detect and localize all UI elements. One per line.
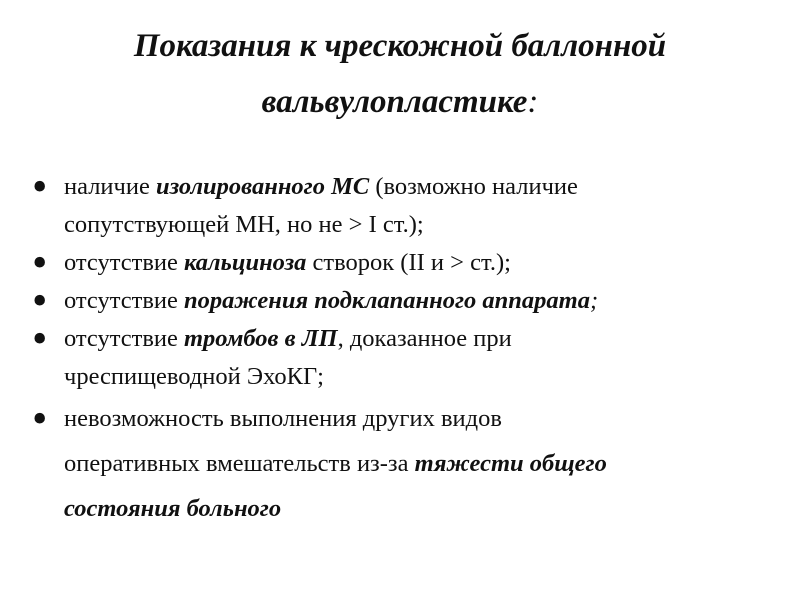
list-item [14,396,784,531]
bullet-icon: • [32,314,48,363]
title-line-2-text: вальвулопластике [261,84,528,120]
list-item-line: сопутствующей МН, но не > I ст.); [64,211,424,238]
list-item [14,238,784,287]
list-item-line [64,282,784,320]
list-item-text [64,244,784,282]
list-item-text [64,396,784,531]
list-item-line [64,441,784,486]
bullet-icon: • [32,238,48,287]
bullet-icon: • [32,394,48,443]
list-item-text [64,320,784,396]
list-item-line [64,244,784,282]
slide-title [40,18,760,130]
title-line-1: Показания к чрескожной баллонной [133,28,667,64]
list-item-line: невозможность выполнения других видов [64,405,502,432]
emphasis-text: изолированного МС [155,173,370,200]
title-line-2 [40,74,760,130]
text-run: створок (II и > ст.); [306,249,511,276]
list-item [14,162,784,244]
emphasis-text: тяжести общего [414,450,607,477]
indications-list [14,162,784,531]
list-item [14,276,784,325]
emphasis-text: кальциноза [184,249,307,276]
text-run: оперативных вмешательств из-за [64,450,415,477]
text-run: (возможно наличие [369,173,578,200]
text-run: отсутствие [64,325,184,352]
text-run: , доказанное при [337,325,512,352]
bullet-icon: • [32,162,48,211]
list-item-line [64,320,784,358]
list-item-text [64,282,784,320]
list-item-text [64,168,784,244]
bullet-icon: • [32,276,48,325]
text-run: ; [589,287,599,314]
text-run: наличие [64,173,156,200]
emphasis-text: поражения подклапанного аппарата [184,287,590,314]
text-run: отсутствие [64,287,184,314]
title-colon: : [527,84,539,120]
list-item-line: чреспищеводной ЭхоКГ; [64,363,324,390]
list-item [14,314,784,396]
list-item-line: состояния больного [64,495,282,522]
list-item-line [64,168,784,206]
emphasis-text: тромбов в ЛП [184,325,338,352]
text-run: отсутствие [64,249,184,276]
